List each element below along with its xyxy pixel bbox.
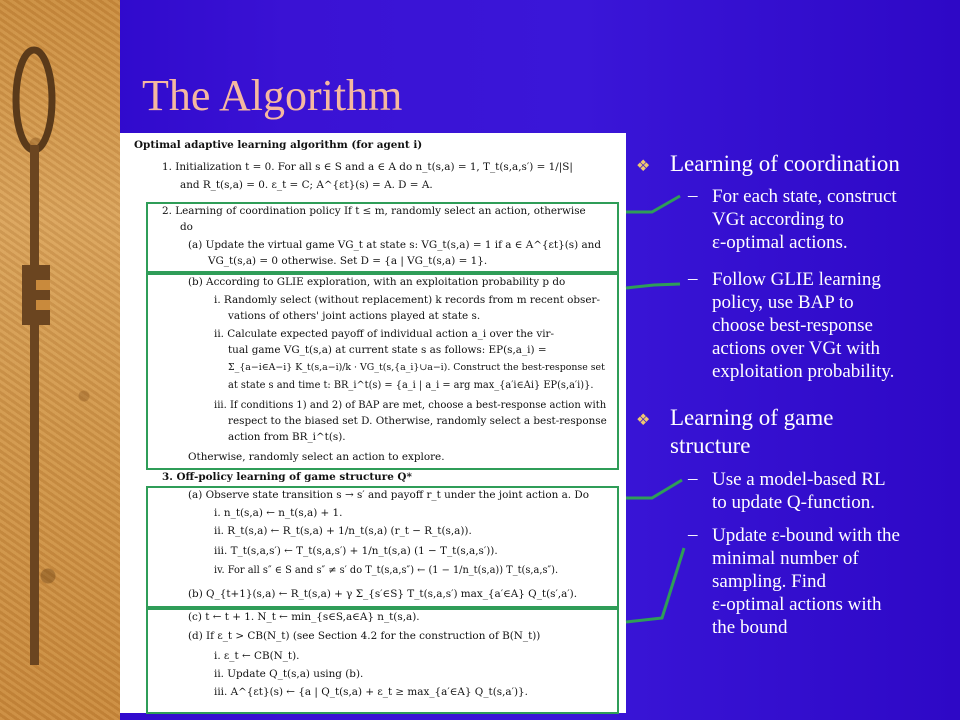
algorithm-line: iii. If conditions 1) and 2) of BAP are met, choose a best-response action with — [214, 400, 607, 411]
algorithm-line: Otherwise, randomly select an action to explore. — [188, 451, 445, 463]
sub-bullet-construct-vg — [712, 185, 897, 254]
algorithm-line: 2. Learning of coordination policy If t ≤ m, randomly select an action, otherwise — [162, 205, 586, 217]
sub-bullet-line: ε-optimal actions with — [712, 594, 882, 615]
algorithm-line: i. ε_t ← CB(N_t). — [214, 650, 300, 662]
algorithm-line: and R_t(s,a) = 0. ε_t = C; A^{εt}(s) = A. D = A. — [180, 179, 433, 191]
algorithm-line: (a) Update the virtual game VG_t at state s: VG_t(s,a) = 1 if a ∈ A^{εt}(s) and — [188, 239, 601, 251]
bullet-learning-game-structure — [670, 404, 833, 460]
bullet-diamond-icon: ❖ — [636, 158, 651, 175]
bullet-line: Learning of game — [670, 405, 834, 430]
dash-icon: – — [688, 185, 698, 206]
sub-bullet-line: minimal number of — [712, 548, 859, 569]
algorithm-line: (c) t ← t + 1. N_t ← min_{s∈S,a∈A} n_t(s,a). — [188, 611, 420, 623]
algorithm-line: ii. R_t(s,a) ← R_t(s,a) + 1/n_t(s,a) (r_t − R_t(s,a)). — [214, 525, 472, 537]
algorithm-line: 3. Off-policy learning of game structure Q* — [162, 471, 412, 483]
bullet-learning-coordination: Learning of coordination — [670, 151, 900, 176]
algorithm-line: 1. Initialization t = 0. For all s ∈ S and a ∈ A do n_t(s,a) = 1, T_t(s,a,s′) = 1/|S| — [162, 161, 573, 173]
algorithm-line: ii. Update Q_t(s,a) using (b). — [214, 668, 364, 680]
algorithm-line: iv. For all s″ ∈ S and s″ ≠ s′ do T_t(s,a,s″) ← (1 − 1/n_t(s,a)) T_t(s,a,s″). — [214, 565, 559, 576]
algorithm-line: iii. T_t(s,a,s′) ← T_t(s,a,s′) + 1/n_t(s,a) (1 − T_t(s,a,s′)). — [214, 545, 498, 557]
sub-bullet-line: to update Q-function. — [712, 492, 876, 513]
dash-icon: – — [688, 468, 698, 489]
sub-bullet-update-bound — [712, 524, 900, 639]
sub-bullet-line: Follow GLIE learning — [712, 269, 881, 290]
sub-bullet-line: VGt according to — [712, 209, 844, 230]
sub-bullet-model-based-rl — [712, 468, 886, 514]
sub-bullet-line: choose best-response — [712, 315, 873, 336]
algorithm-line: VG_t(s,a) = 0 otherwise. Set D = {a | VG_t(s,a) = 1}. — [208, 255, 488, 267]
sub-bullet-line: actions over VGt with — [712, 338, 880, 359]
algorithm-line: (b) Q_{t+1}(s,a) ← R_t(s,a) + γ Σ_{s′∈S} T_t(s,a,s′) max_{a′∈A} Q_t(s′,a′). — [188, 588, 578, 600]
sub-bullet-line: exploitation probability. — [712, 361, 895, 382]
algorithm-line: i. n_t(s,a) ← n_t(s,a) + 1. — [214, 507, 343, 519]
algorithm-line: at state s and time t: BR_i^t(s) = {a_i | a_i = arg max_{a′i∈Ai} EP(s,a′i)}. — [228, 380, 594, 391]
algorithm-line: vations of others' joint actions played at state s. — [228, 310, 481, 322]
dash-icon: – — [688, 524, 698, 545]
bullet-line: structure — [670, 433, 751, 458]
algorithm-line: (b) According to GLIE exploration, with an exploitation probability p do — [188, 276, 566, 288]
sub-bullet-line: Use a model-based RL — [712, 469, 886, 490]
algorithm-line: ii. Calculate expected payoff of individual action a_i over the vir- — [214, 328, 555, 340]
sub-bullet-line: Update ε-bound with the — [712, 525, 900, 546]
algorithm-line: Σ_{a−i∈A−i} K_t(s,a−i)/k · VG_t(s,{a_i}∪a−i). Construct the best-response set — [228, 362, 605, 373]
algorithm-line: i. Randomly select (without replacement) k records from m recent obser- — [214, 294, 600, 306]
dash-icon: – — [688, 268, 698, 289]
algorithm-line: respect to the biased set D. Otherwise, randomly select a best-response — [228, 415, 607, 427]
algorithm-heading: Optimal adaptive learning algorithm (for agent i) — [134, 139, 423, 151]
bullet-diamond-icon: ❖ — [636, 412, 651, 429]
sub-bullet-line: policy, use BAP to — [712, 292, 854, 313]
algorithm-line: do — [180, 221, 193, 233]
slide-title: The Algorithm — [142, 71, 403, 120]
algorithm-line: iii. A^{εt}(s) ← {a | Q_t(s,a) + ε_t ≥ max_{a′∈A} Q_t(s,a′)}. — [214, 686, 528, 698]
sub-bullet-line: For each state, construct — [712, 186, 897, 207]
algorithm-line: (a) Observe state transition s → s′ and payoff r_t under the joint action a. Do — [188, 489, 589, 501]
algorithm-line: action from BR_i^t(s). — [228, 431, 346, 443]
sub-bullet-line: the bound — [712, 617, 788, 638]
algorithm-line: tual game VG_t(s,a) at current state s as follows: EP(s,a_i) = — [228, 344, 547, 356]
sub-bullet-glie — [712, 268, 894, 383]
sub-bullet-line: sampling. Find — [712, 571, 827, 592]
sub-bullet-line: ε-optimal actions. — [712, 232, 848, 253]
algorithm-line: (d) If ε_t > CB(N_t) (see Section 4.2 for the construction of B(N_t)) — [188, 630, 541, 642]
